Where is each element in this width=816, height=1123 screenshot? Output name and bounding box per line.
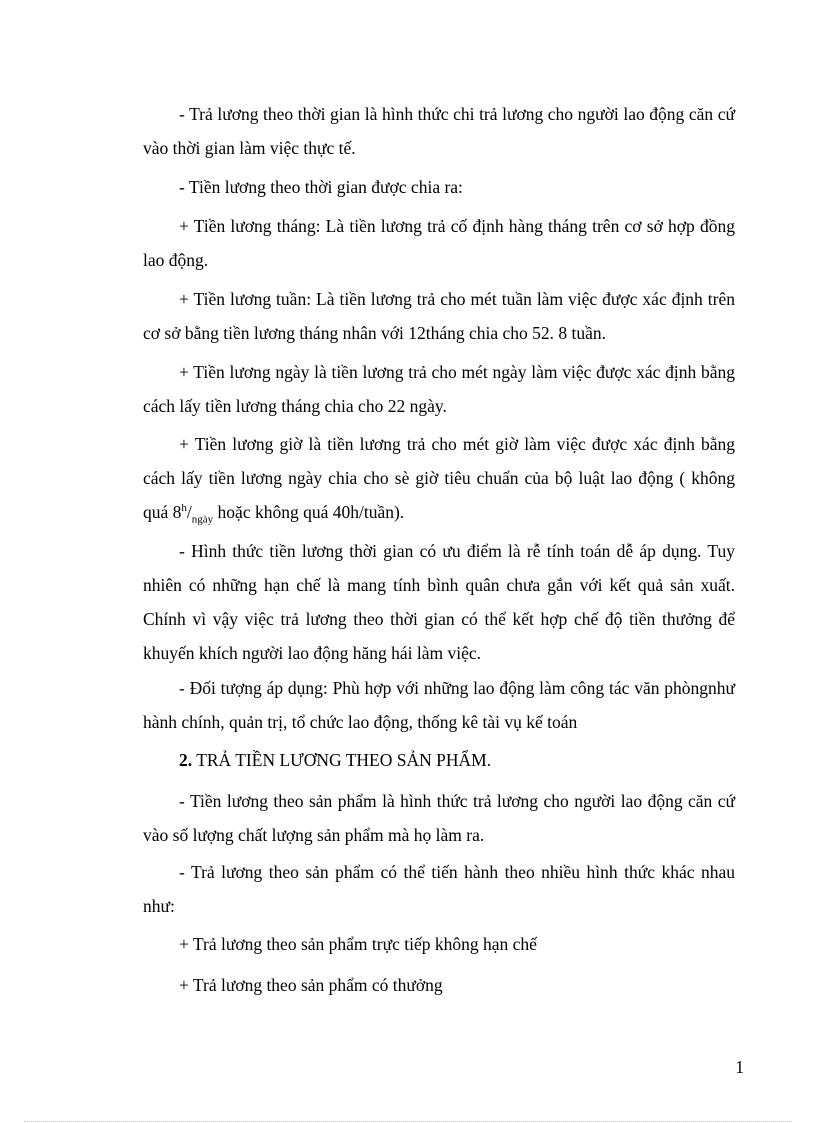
hour-superscript: h (181, 502, 187, 515)
paragraph-product-pay-definition: - Tiền lương theo sản phẩm là hình thức trả lương cho người lao động căn cứ vào số lượng chất lượng sản phẩm mà họ làm ra. (143, 791, 735, 845)
paragraph-bonus-product-pay: + Trả lương theo sản phẩm có thưởng (179, 975, 443, 995)
hourly-wage-tail: hoặc không quá 40h/tuần). (213, 502, 405, 522)
paragraph-weekly-wage: + Tiền lương tuần: Là tiền lương trả cho mét tuần làm việc được xác định trên cơ sở bằng tiền lương tháng nhân với 12tháng chia cho 52. 8 tuần. (143, 289, 735, 343)
paragraph-daily-wage: + Tiền lương ngày là tiền lương trả cho mét ngày làm việc được xác định bằng cách lấy tiền lương tháng chia cho 22 ngày. (143, 362, 735, 416)
page-bottom-rule (24, 1121, 792, 1122)
section-heading-product-pay (143, 743, 735, 777)
paragraph-time-pay-pros-cons: - Hình thức tiền lương thời gian có ưu điểm là rễ tính toán dễ áp dụng. Tuy nhiên có những hạn chế là mang tính bình quân chưa gắn với kết quả sản xuất. Chính vì vậy việc trả lương theo thời gian có thể kết hợp chế độ tiền thưởng để khuyến khích người lao động hăng hái làm việc. (143, 541, 735, 663)
heading-number: 2. (179, 750, 193, 770)
page-number: 1 (735, 1057, 744, 1077)
day-subscript: ngày (191, 513, 214, 526)
paragraph-hourly-wage: + Tiền lương giờ là tiền lương trả cho mét giờ làm việc được xác định bằng cách lấy tiền lương ngày chia cho sè giờ tiêu chuẩn của bộ luật lao động ( không quá $8^h/_{ngày}$ hoặc không quá 40h/tuần). (143, 434, 735, 526)
heading-text: TRẢ TIỀN LƯƠNG THEO SẢN PHẨM. (196, 750, 492, 770)
paragraph-time-pay-types: - Tiền lương theo thời gian được chia ra: (179, 177, 463, 197)
paragraph-product-pay-forms: - Trả lương theo sản phẩm có thể tiến hành theo nhiều hình thức khác nhau như: (143, 862, 735, 916)
paragraph-time-pay-definition: - Trả lương theo thời gian là hình thức chi trả lương cho người lao động căn cứ vào thời gian làm việc thực tế. (143, 104, 735, 158)
paragraph-direct-product-pay: + Trả lương theo sản phẩm trực tiếp không hạn chế (179, 934, 537, 954)
paragraph-monthly-wage: + Tiền lương tháng: Là tiền lương trả cố định hàng tháng trên cơ sở hợp đồng lao động. (143, 216, 735, 270)
paragraph-applicable-subjects: - Đối tượng áp dụng: Phù hợp với những lao động làm công tác văn phòngnhư hành chính, quản trị, tổ chức lao động, thống kê tài vụ kế toán (143, 678, 735, 732)
hourly-wage-text: + Tiền lương giờ là tiền lương trả cho mét giờ làm việc được xác định bằng cách lấy tiền lương ngày chia cho sè giờ tiêu chuẩn của bộ luật lao động ( không quá 8 (143, 434, 735, 522)
